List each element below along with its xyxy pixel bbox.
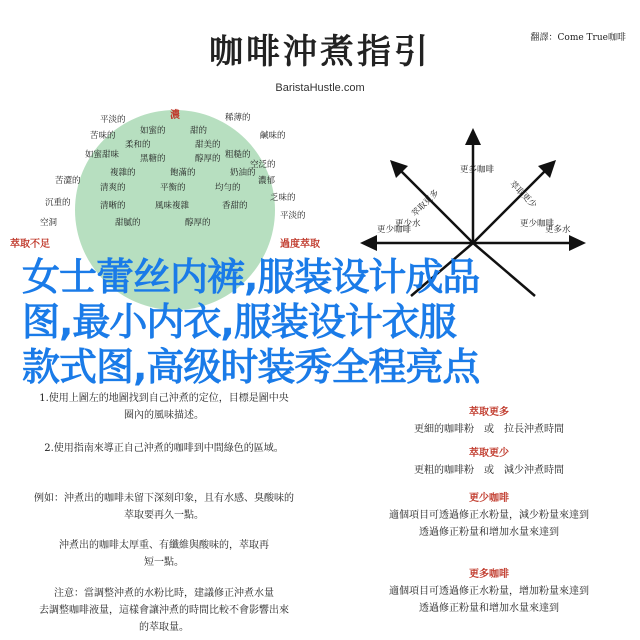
circle-word: 風味複雜	[155, 201, 190, 211]
arrow-label: 萃取更少	[507, 179, 539, 211]
overlay-line: 款式图,高级时装秀全程亮点	[22, 345, 480, 389]
guide-less-extraction	[348, 445, 630, 479]
guide-more-extraction	[348, 404, 630, 438]
outer-word: 粗糙的	[225, 150, 251, 160]
step-2: 2.使用指南來導正自己沖煮的咖啡到中間綠色的區域。	[44, 443, 284, 454]
circle-word: 甜美的	[195, 140, 221, 150]
circle-word: 柔和的	[125, 140, 151, 150]
outer-word: 如蜜甜味	[85, 150, 120, 160]
outer-word: 苦澀的	[55, 176, 81, 186]
arrow-label: 萃取更多	[410, 188, 442, 220]
guide-heading: 萃取更少	[469, 448, 509, 459]
circle-word: 飽滿的	[170, 168, 196, 178]
circle-word: 奶油的	[230, 168, 256, 178]
step-1	[14, 390, 314, 424]
outer-word: 濃郁	[258, 176, 276, 186]
step-text: 1.使用上圖左的地圖找到自己沖煮的定位，目標是圖中央	[39, 393, 289, 404]
overlay-line: 图,最小内衣,服装设计衣服	[22, 300, 456, 344]
arrow-label: 更少咖啡	[520, 219, 555, 229]
circle-word: 香甜的	[222, 201, 248, 211]
strength-top-label: 濃	[170, 110, 180, 121]
arrow-label: 更多水	[545, 225, 571, 235]
guide-text: 透過修正粉量和增加水量來達到	[419, 603, 559, 614]
step-text: 的萃取量。	[139, 622, 189, 633]
guide-heading: 更少咖啡	[469, 493, 509, 504]
outer-word: 沉重的	[45, 198, 71, 208]
outer-word: 鹹味的	[260, 131, 286, 141]
guide-heading: 更多咖啡	[469, 569, 509, 580]
circle-word: 甜膩的	[115, 218, 141, 228]
overlay-headline	[22, 255, 632, 390]
circle-word: 如蜜的	[140, 126, 166, 136]
outer-word: 苦味的	[90, 131, 116, 141]
circle-word: 均勻的	[215, 183, 241, 193]
note	[14, 585, 314, 636]
circle-word: 複雜的	[110, 168, 136, 178]
guide-text: 更細的咖啡粉 或 拉長沖煮時間	[414, 424, 564, 435]
overlay-line: 女士蕾丝内裤,服装设计成品	[22, 255, 480, 299]
guide-text: 適個項目可透過修正水粉量，增加粉量來達到	[389, 586, 589, 597]
example	[14, 490, 314, 524]
circle-word: 清晰的	[100, 201, 126, 211]
step-text: 去調整咖啡液量，這樣會讓沖煮的時間比較不會影響出來	[39, 605, 289, 616]
outer-word: 空泛的	[250, 160, 276, 170]
over-extracted-label: 過度萃取	[280, 239, 320, 250]
source-label: BaristaHustle.com	[275, 82, 365, 94]
outer-word: 稀薄的	[225, 113, 251, 123]
circle-word: 甜的	[190, 126, 208, 136]
guide-text: 適個項目可透過修正水粉量，減少粉量來達到	[389, 510, 589, 521]
outer-word: 空洞	[40, 218, 58, 228]
circle-word: 平衡的	[160, 183, 186, 193]
guide-text: 更粗的咖啡粉 或 減少沖煮時間	[414, 465, 564, 476]
arrow-label: 更少水	[395, 219, 421, 229]
under-extracted-label: 萃取不足	[10, 239, 50, 250]
step-text: 萃取要再久一點。	[124, 510, 204, 521]
translator-credit: 翻譯：Come True咖啡	[530, 33, 626, 43]
step-text: 沖煮出的咖啡太厚重、有纖維與酸味的，萃取再	[59, 540, 269, 551]
step-text: 注意：當調整沖煮的水粉比時，建議修正沖煮水量	[54, 588, 274, 599]
arrow-label: 更多咖啡	[460, 165, 495, 175]
outer-word: 平淡的	[100, 115, 126, 125]
outer-word: 乏味的	[270, 193, 296, 203]
outer-word: 平淡的	[280, 211, 306, 221]
guide-more-coffee	[348, 566, 630, 617]
guide-less-coffee	[348, 490, 630, 541]
step-text: 短一點。	[144, 557, 184, 568]
circle-word: 醇厚的	[195, 154, 221, 164]
circle-word: 清爽的	[100, 183, 126, 193]
guide-text: 透過修正粉量和增加水量來達到	[419, 527, 559, 538]
circle-word: 醇厚的	[185, 218, 211, 228]
example-2	[14, 537, 314, 571]
step-text: 圈內的風味描述。	[124, 410, 204, 421]
guide-heading: 萃取更多	[469, 407, 509, 418]
arrow-label: 更少咖啡	[377, 225, 412, 235]
step-text: 例如：沖煮出的咖啡未留下深刻印象，且有水感、臭酸味的	[34, 493, 294, 504]
page-title: 咖啡沖煮指引	[209, 32, 431, 72]
circle-word: 黑糖的	[140, 154, 166, 164]
